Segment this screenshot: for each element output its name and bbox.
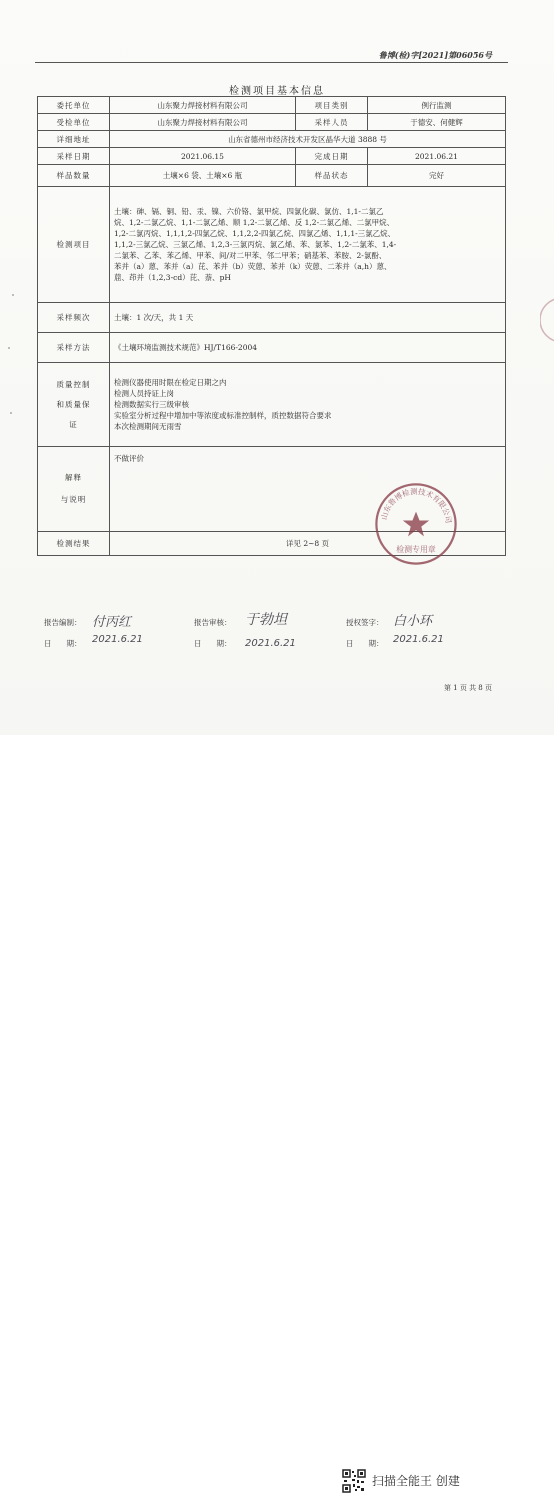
date-handwritten: 2021.6.21: [245, 638, 296, 649]
items-line: 二氯苯、乙苯、苯乙烯、甲苯、间/对二甲苯、邻二甲苯；硝基苯、苯胺、2-氯酚、: [114, 251, 387, 260]
address-value: 山东省德州市经济技术开发区晶华大道 3888 号: [110, 131, 506, 148]
qc-label-line: 和质量保: [56, 399, 91, 409]
table-row: [38, 187, 506, 303]
sign-label: 授权签字：: [346, 618, 384, 627]
date-label: 日 期：: [44, 639, 82, 648]
sign-signature: 白小环: [393, 614, 433, 629]
explain-label-line: 与说明: [60, 495, 87, 504]
header-rule: [35, 62, 508, 63]
qc-label-line: 质量控制: [56, 379, 91, 389]
review-signature: 于勃坦: [245, 612, 287, 628]
sample-state-label: 样品状态: [296, 165, 368, 187]
prepared-label: 报告编制：: [44, 618, 82, 627]
table-row: [38, 363, 506, 447]
sample-date-value: 2021.06.15: [110, 148, 296, 165]
items-line: 䓛、茚并（1,2,3-cd）芘、萘、pH: [114, 273, 231, 282]
qc-line: 本次检测期间无雨雪: [114, 422, 182, 431]
table-row: [38, 114, 506, 131]
seal-text: 山东鲁博检测技术有限公司: [379, 486, 454, 524]
freq-value: 土壤：1 次/天，共 1 天: [110, 303, 506, 333]
items-line: 1,2-二氯丙烷、1,1,1,2-四氯乙烷、1,1,2,2-四氯乙烷、四氯乙烯、1,1,1-三氯乙烷、: [114, 229, 396, 238]
sample-state-value: 完好: [368, 165, 506, 187]
qc-line: 检测仪器使用时限在检定日期之内: [114, 378, 227, 387]
sample-date-label: 采样日期: [38, 148, 110, 165]
star-icon: [403, 512, 429, 537]
date-handwritten: 2021.6.21: [92, 634, 143, 645]
freq-label: 采样频次: [38, 303, 110, 333]
review-label: 报告审核：: [194, 618, 232, 627]
qc-line: 检测人员持证上岗: [114, 389, 174, 398]
table-row: [38, 165, 506, 187]
page-number: 第 1 页 共 8 页: [443, 684, 492, 692]
qc-label: [38, 363, 110, 447]
items-line: 苯并（a）蒽、苯并（a）芘、苯并（b）荧蒽、苯并（k）荧蒽、二苯并（a,h）蒽、: [114, 262, 392, 271]
sampler-value: 于德安、何健辉: [368, 114, 506, 131]
table-row: [38, 333, 506, 363]
edge-seal-fragment: [540, 290, 554, 350]
prepared-signature: 付丙红: [92, 615, 132, 630]
client-label: 委托单位: [38, 97, 110, 114]
result-label: 检测结果: [38, 532, 110, 556]
result-value: 详见 2~8 页: [110, 532, 506, 556]
date-label: 日 期：: [194, 639, 232, 648]
sample-qty-label: 样品数量: [38, 165, 110, 187]
qc-value: [110, 363, 506, 447]
explain-label-line: 解释: [65, 473, 82, 482]
client-value: 山东聚力焊接材料有限公司: [110, 97, 296, 114]
method-label: 采样方法: [38, 333, 110, 363]
qc-line: 检测数据实行三级审核: [114, 400, 189, 409]
project-type-value: 例行监测: [368, 97, 506, 114]
scanner-footer: [0, 735, 554, 1488]
inspected-label: 受检单位: [38, 114, 110, 131]
speck: [8, 347, 10, 349]
date-handwritten: 2021.6.21: [393, 634, 444, 645]
date-label: 日 期：: [346, 639, 384, 648]
qr-code-icon: [342, 1469, 366, 1493]
items-line: 土壤：砷、镉、铜、铅、汞、镍、六价铬、氯甲烷、四氯化碳、氯仿、1,1-二氯乙: [114, 207, 384, 216]
table-row: [38, 303, 506, 333]
inspected-value: 山东聚力焊接材料有限公司: [110, 114, 296, 131]
items-value: [110, 187, 506, 303]
items-line: 1,1,2-三氯乙烷、三氯乙烯、1,2,3-三氯丙烷、氯乙烯、苯、氯苯、1,2-二氯苯、1,4-: [114, 240, 397, 249]
explain-value: 不做评价: [110, 447, 506, 532]
items-line: 烷、1,2-二氯乙烷、1,1-二氯乙烯、顺 1,2-二氯乙烯、反 1,2-二氯乙烯、二氯甲烷、: [114, 218, 395, 227]
project-type-label: 项目类别: [296, 97, 368, 114]
explain-label: [38, 447, 110, 532]
speck: [12, 294, 14, 296]
finish-date-value: 2021.06.21: [368, 148, 506, 165]
method-value: 《土壤环境监测技术规范》HJ/T166-2004: [110, 333, 506, 363]
scanner-watermark-text: 扫描全能王 创建: [372, 1474, 460, 1488]
items-label: 检测项目: [38, 187, 110, 303]
seal-bottom-text: 检测专用章: [396, 545, 436, 555]
sampler-label: 采样人员: [296, 114, 368, 131]
qc-label-line: 证: [69, 419, 78, 429]
table-row: [38, 131, 506, 148]
table-row: [38, 148, 506, 165]
qc-line: 实验室分析过程中增加中等浓度或标准控制样，质控数据符合要求: [114, 411, 332, 420]
table-row: [38, 97, 506, 114]
finish-date-label: 完成日期: [296, 148, 368, 165]
official-seal: [372, 480, 460, 568]
page-title: 检测项目基本信息: [229, 86, 325, 97]
document-number: 鲁博(检)字[2021]第06056号: [378, 50, 492, 60]
address-label: 详细地址: [38, 131, 110, 148]
sample-qty-value: 土壤×6 袋、土壤×6 瓶: [110, 165, 296, 187]
speck: [10, 412, 12, 414]
